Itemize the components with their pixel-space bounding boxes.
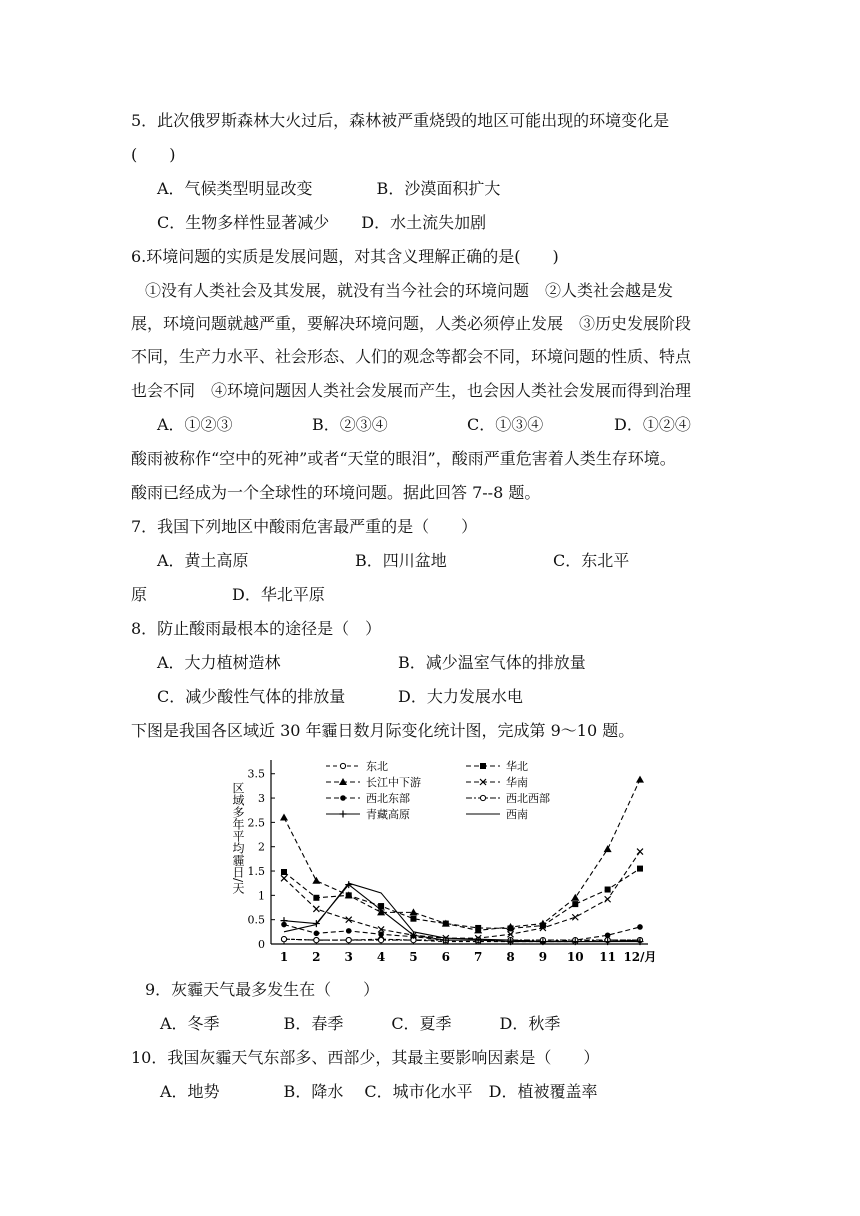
x-tick-label: 3 [344,950,353,964]
q9-stem: 9．灰霾天气最多发生在（ ） [145,980,380,999]
intro-7-8-line-1: 酸雨被称作“空中的死神”或者“天堂的眼泪”，酸雨严重危害着人类生存环境。 [131,449,676,468]
series-6-point [281,937,286,942]
q6-option-a: A．①②③ [157,415,233,434]
series-4-point [605,896,611,902]
series-3-point [312,877,320,884]
legend-marker-7 [340,811,347,818]
legend-label-2: 华北 [506,760,528,773]
q5-options-ab: A．气候类型明显改变 B．沙漠面积扩大 [157,179,501,198]
q8-option-b: B．减少温室气体的排放量 [398,653,586,672]
legend-marker-6 [480,795,485,800]
y-tick-label: 2 [258,840,265,854]
y-tick-label: 3 [258,792,265,806]
legend-label-6: 西北西部 [506,792,550,805]
series-6-point [314,938,319,943]
series-4-point [572,914,578,920]
x-tick-label: 2 [312,950,321,964]
legend-label-7: 青藏高原 [366,808,410,821]
y-tick-label: 0 [258,938,265,951]
q6-statement-line-1: ①没有人类社会及其发展，就没有当今社会的环境问题 ②人类社会越是发 [145,281,674,300]
q7-stem: 7．我国下列地区中酸雨危害最严重的是（ ） [131,517,478,536]
q8-option-d: D．大力发展水电 [398,687,523,706]
series-2-point [637,866,643,872]
q9-options: A．冬季 B．春季 C．夏季 D．秋季 [160,1014,561,1033]
series-line-7 [284,885,640,942]
legend-marker-5 [340,795,346,801]
haze-days-line-chart [228,752,678,967]
q6-statement-line-2: 展，环境问题就越严重，要解决环境问题，人类必须停止发展 ③历史发展阶段 [131,314,692,333]
series-3-point [636,776,644,783]
series-5-point [378,931,384,937]
x-tick-label: 10 [566,950,584,964]
x-tick-label: 1 [279,950,289,964]
q5-paren: ( ) [131,145,176,164]
q5-options-cd: C．生物多样性显著减少 D．水土流失加剧 [157,213,487,232]
series-line-4 [284,852,640,939]
intro-7-8-line-2: 酸雨已经成为一个全球性的环境问题。据此回答 7--8 题。 [131,483,541,502]
series-2-point [572,901,578,907]
series-7-point [281,917,288,924]
x-tick-label: 6 [441,950,450,964]
legend-label-4: 华南 [506,776,528,789]
series-2-point [281,869,287,875]
y-tick-label: 3.5 [247,767,265,781]
y-axis-label: 区域多年平均霾日/天 [231,782,245,895]
q6-statement-line-4: 也会不同 ④环境问题因人类社会发展而产生，也会因人类社会发展而得到治理 [131,381,692,400]
intro-9-10: 下图是我国各区域近 30 年霾日数月际变化统计图，完成第 9～10 题。 [131,721,635,740]
y-tick-label: 1 [258,889,265,903]
x-tick-label: 4 [376,950,386,964]
q7-option-d: D．华北平原 [232,585,325,604]
series-4-point [637,849,643,855]
series-3-point [280,814,288,821]
x-tick-label: 11 [599,950,616,964]
x-tick-label: 9 [538,950,548,964]
series-2-point [410,916,416,922]
x-tick-label: 8 [506,950,515,964]
x-tick-label: 12/月 [623,950,657,964]
legend-marker-2 [480,763,486,769]
series-5-point [637,924,643,930]
q5-stem: 5．此次俄罗斯森林大火过后，森林被严重烧毁的地区可能出现的环境变化是 [131,111,670,130]
q7-option-c: C．东北平 [553,551,630,570]
y-tick-label: 2.5 [247,816,265,830]
series-5-point [346,928,352,934]
q6-option-d: D．①②④ [614,415,691,434]
series-line-8 [284,883,640,941]
q7-option-b: B．四川盆地 [355,551,447,570]
series-3-point [571,894,579,901]
series-4-point [346,917,352,923]
series-6-point [378,938,383,943]
series-6-point [346,938,351,943]
series-line-3 [284,780,640,931]
series-5-point [314,930,320,936]
series-4-point [281,875,287,881]
legend-marker-1 [340,763,345,768]
q8-option-a: A．大力植树造林 [157,653,281,672]
series-2-point [313,895,319,901]
y-tick-label: 0.5 [247,913,265,927]
q6-statement-line-3: 不同，生产力水平、社会形态、人们的观念等都会不同，环境问题的性质、特点 [131,347,692,366]
y-tick-label: 1.5 [247,865,265,879]
q7-option-a: A．黄土高原 [157,551,249,570]
legend-label-8: 西南 [506,808,528,821]
q6-option-c: C．①③④ [467,415,544,434]
q7-option-c-continued: 原 [131,585,148,604]
q6-option-b: B．②③④ [312,415,388,434]
x-tick-label: 5 [409,950,418,964]
legend-label-1: 东北 [366,760,388,773]
q10-options: A．地势 B．降水 C．城市化水平 D．植被覆盖率 [160,1082,598,1101]
series-4-point [313,906,319,912]
series-3-point [604,845,612,852]
q10-stem: 10．我国灰霾天气东部多、西部少，其最主要影响因素是（ ） [131,1048,600,1067]
series-2-point [605,887,611,893]
legend-label-5: 西北东部 [366,792,410,805]
x-tick-label: 7 [474,950,483,964]
q6-stem: 6.环境问题的实质是发展问题，对其含义理解正确的是( ) [131,247,559,266]
legend-label-3: 长江中下游 [366,776,421,789]
q8-stem: 8．防止酸雨最根本的途径是（ ） [131,619,382,638]
q8-option-c: C．减少酸性气体的排放量 [157,687,346,706]
